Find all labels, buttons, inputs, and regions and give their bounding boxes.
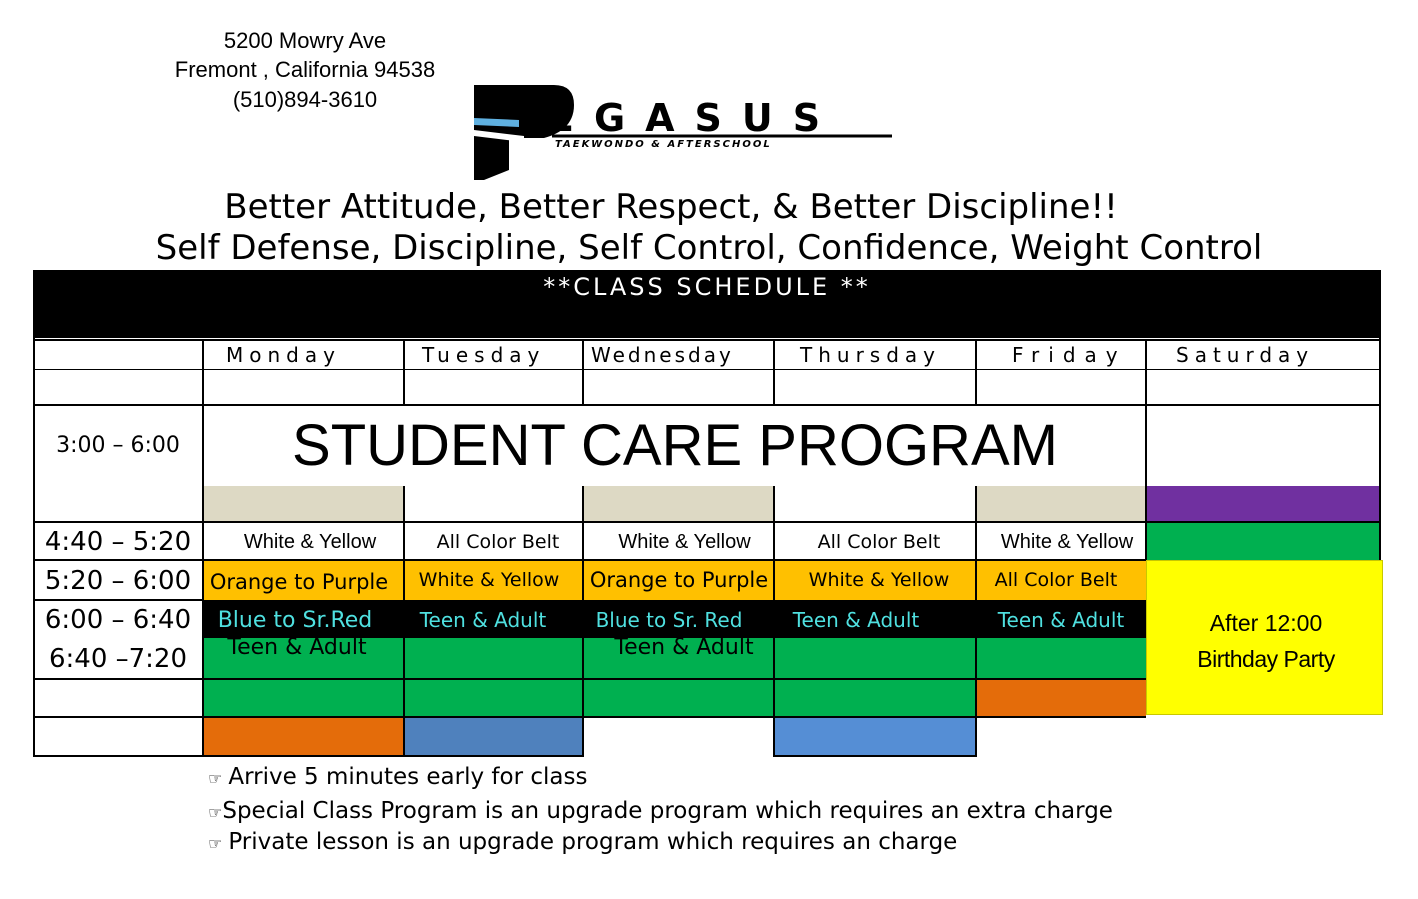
class-wed-640: Teen & Adult	[614, 635, 754, 660]
day-header-friday: Friday	[1012, 343, 1127, 367]
note-arrive-text: Arrive 5 minutes early for class	[228, 764, 588, 790]
class-mon-640: Teen & Adult	[227, 635, 367, 660]
class-thu-600: Teen & Adult	[792, 608, 920, 632]
time-slot-520: 5:20 – 6:00	[44, 566, 192, 596]
class-thu-440: All Color Belt	[817, 531, 941, 553]
class-tue-440: All Color Belt	[436, 531, 560, 553]
class-tue-600: Teen & Adult	[419, 608, 547, 632]
note-private-lesson	[208, 827, 957, 859]
day-header-tuesday: Tuesday	[422, 343, 546, 367]
address-phone: (510)894-3610	[232, 87, 378, 112]
class-mon-440: White & Yellow	[243, 531, 377, 553]
note-special-class-text: Special Class Program is an upgrade program which requires an extra charge	[222, 798, 1113, 824]
pointing-hand-icon: ☞	[208, 803, 223, 822]
day-header-monday: Monday	[226, 343, 341, 367]
schedule-title: **CLASS SCHEDULE **	[543, 273, 871, 301]
class-fri-600: Teen & Adult	[997, 608, 1125, 632]
logo-subtitle: TAEKWONDO & AFTERSCHOOL	[555, 139, 772, 150]
address-city: Fremont , California 94538	[174, 57, 436, 82]
class-wed-520: Orange to Purple	[589, 568, 769, 592]
time-slot-640: 6:40 –7:20	[48, 644, 188, 674]
note-special-class	[208, 796, 1113, 828]
pointing-hand-icon: ☞	[208, 834, 223, 853]
saturday-birthday-box	[1146, 560, 1383, 715]
class-mon-600: Blue to Sr.Red	[217, 608, 373, 633]
time-slot-440: 4:40 – 5:20	[44, 527, 192, 557]
day-header-thursday: Thursday	[800, 343, 941, 367]
saturday-birthday-party: Birthday Party	[1197, 646, 1335, 672]
time-slot-3-6: 3:00 – 6:00	[56, 433, 180, 458]
day-header-saturday: Saturday	[1176, 343, 1315, 367]
class-mon-520: Orange to Purple	[209, 570, 389, 594]
class-tue-520: White & Yellow	[418, 569, 560, 591]
class-wed-440: White & Yellow	[618, 531, 751, 553]
address-street: 5200 Mowry Ave	[223, 28, 387, 53]
note-arrive	[208, 762, 587, 794]
pointing-hand-icon: ☞	[208, 769, 223, 788]
day-header-wednesday: Wednesday	[591, 343, 734, 367]
class-fri-520: All Color Belt	[994, 569, 1118, 591]
class-thu-520: White & Yellow	[808, 569, 950, 591]
note-private-lesson-text: Private lesson is an upgrade program which requires an charge	[228, 829, 958, 855]
slogan-line-1: Better Attitude, Better Respect, & Better Discipline!!	[224, 187, 1118, 227]
class-fri-440: White & Yellow	[1000, 531, 1134, 553]
saturday-after-12: After 12:00	[1209, 610, 1323, 636]
time-slot-600: 6:00 – 6:40	[44, 605, 192, 635]
logo-wordmark: EGASUS	[548, 96, 841, 140]
student-care-program: STUDENT CARE PROGRAM	[292, 413, 1058, 478]
slogan-line-2: Self Defense, Discipline, Self Control, Confidence, Weight Control	[155, 228, 1263, 268]
class-wed-600: Blue to Sr. Red	[595, 608, 743, 632]
